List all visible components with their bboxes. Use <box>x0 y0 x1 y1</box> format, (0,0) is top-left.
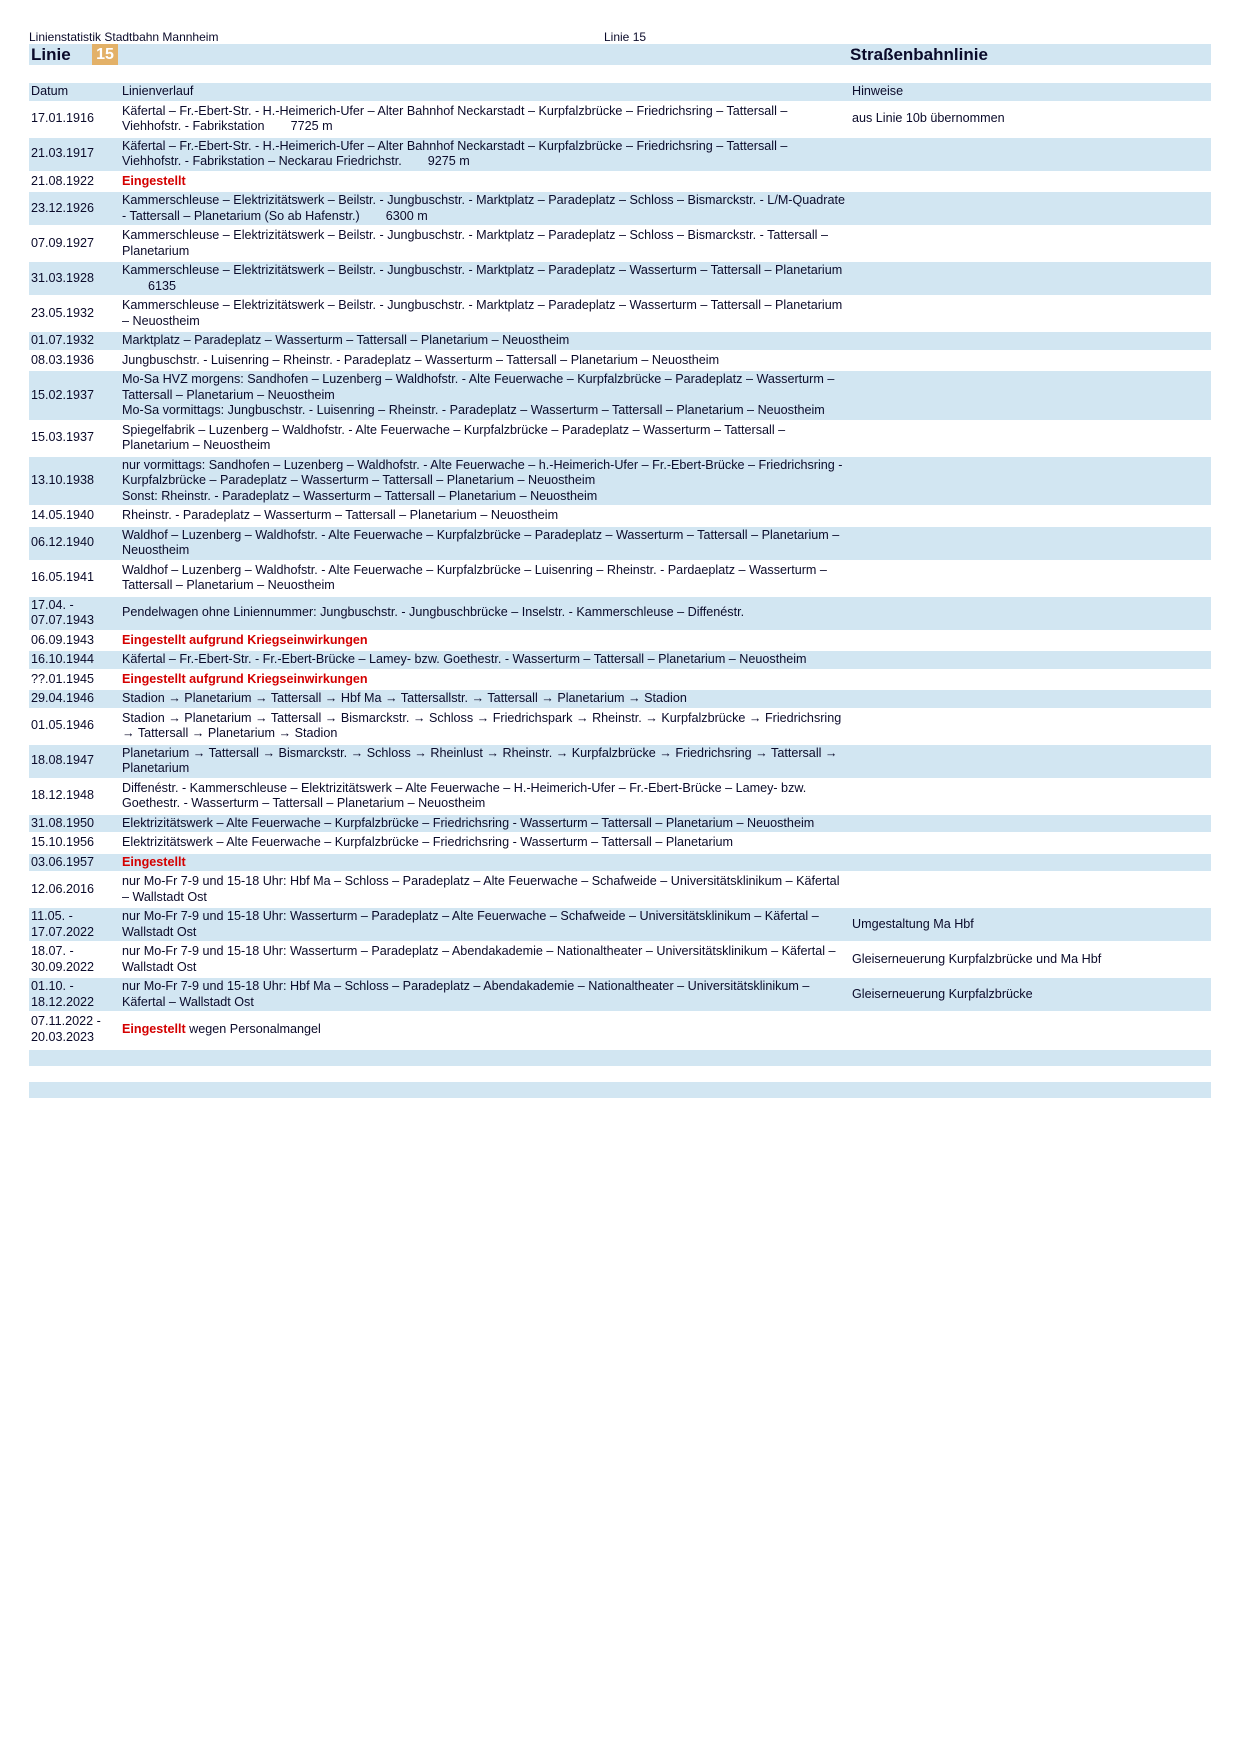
discontinued-label: Eingestellt <box>122 854 186 869</box>
table-row <box>29 191 1211 226</box>
route-text: Kammerschleuse – Elektrizitätswerk – Beilstr. - Jungbuschstr. - Marktplatz – Paradeplatz – Schloss – Bismarckstr. - L/M-Quadrate - Tattersall – Planetarium (So ab Hafenstr.) <box>122 193 846 223</box>
column-header-route: Linienverlauf <box>120 83 850 102</box>
row-route <box>120 779 850 814</box>
row-route <box>120 872 850 907</box>
row-note <box>850 370 1211 421</box>
row-route <box>120 506 850 526</box>
page-header <box>29 30 1211 44</box>
row-route <box>120 137 850 172</box>
route-text: Waldhof – Luzenberg – Waldhofstr. - Alte Feuerwache – Kurpfalzbrücke – Luisenring – Rheinstr. - Pardaeplatz – Wasserturm – Tattersall – Planetarium – Neuostheim <box>122 562 827 592</box>
row-date: 03.06.1957 <box>29 853 120 873</box>
row-route <box>120 670 850 690</box>
table-row <box>29 261 1211 296</box>
route-text: Kammerschleuse – Elektrizitätswerk – Beilstr. - Jungbuschstr. - Marktplatz – Paradeplatz – Wasserturm – Tattersall – Planetarium – Neuostheim <box>122 298 843 328</box>
title-bar <box>29 44 1211 65</box>
table-row <box>29 370 1211 421</box>
route-text: Mo-Sa HVZ morgens: Sandhofen – Luzenberg – Waldhofstr. - Alte Feuerwache – Kurpfalzbrücke – Paradeplatz – Wasserturm – Tattersall – Planetarium – Neuostheim <box>122 372 835 402</box>
route-length: 7725 m <box>290 119 333 133</box>
row-route <box>120 421 850 456</box>
table-row <box>29 561 1211 596</box>
route-text: Käfertal – Fr.-Ebert-Str. - H.-Heimerich-Ufer – Alter Bahnhof Neckarstadt – Kurpfalzbrücke – Friedrichsring – Tattersall – Viehhofstr. - Fabrikstation – Neckarau Friedrichstr. <box>122 138 788 168</box>
row-route <box>120 456 850 507</box>
row-note <box>850 670 1211 690</box>
row-note <box>850 561 1211 596</box>
row-date: 14.05.1940 <box>29 506 120 526</box>
route-text: Elektrizitätswerk – Alte Feuerwache – Kurpfalzbrücke – Friedrichsring - Wasserturm – Tattersall – Planetarium – Neuostheim <box>122 815 815 830</box>
table-row <box>29 709 1211 744</box>
row-date: 13.10.1938 <box>29 456 120 507</box>
row-route <box>120 1012 850 1047</box>
row-date: 18.07. - 30.09.2022 <box>29 942 120 977</box>
table-row <box>29 296 1211 331</box>
route-text: nur Mo-Fr 7-9 und 15-18 Uhr: Hbf Ma – Schloss – Paradeplatz – Abendakademie – Nationaltheater – Universitätsklinikum – Käfertal – Wallstadt Ost <box>122 979 810 1009</box>
row-route <box>120 526 850 561</box>
row-date: 01.05.1946 <box>29 709 120 744</box>
row-note <box>850 631 1211 651</box>
route-length: 6300 m <box>385 208 428 223</box>
row-note: Gleiserneuerung Kurpfalzbrücke <box>850 977 1211 1012</box>
row-route <box>120 833 850 853</box>
title-label: Linie <box>31 45 71 64</box>
row-note <box>850 296 1211 331</box>
route-length: 9275 m <box>427 154 470 168</box>
table-row <box>29 779 1211 814</box>
route-text: Spiegelfabrik – Luzenberg – Waldhofstr. - Alte Feuerwache – Kurpfalzbrücke – Paradeplatz – Wasserturm – Tattersall – Planetarium – Neuostheim <box>122 422 786 452</box>
route-text: Käfertal – Fr.-Ebert-Str. - H.-Heimerich-Ufer – Alter Bahnhof Neckarstadt – Kurpfalzbrücke – Friedrichsring – Tattersall – Viehhofstr. - Fabrikstation <box>122 103 788 133</box>
row-route <box>120 331 850 351</box>
row-note <box>850 331 1211 351</box>
table-row <box>29 137 1211 172</box>
row-date: 07.11.2022 - 20.03.2023 <box>29 1012 120 1047</box>
discontinued-label: Eingestellt aufgrund Kriegseinwirkungen <box>122 671 368 686</box>
row-note <box>850 744 1211 779</box>
route-text: Pendelwagen ohne Liniennummer: Jungbuschstr. - Jungbuschbrücke – Inselstr. - Kammerschleuse – Diffenéstr. <box>122 605 745 620</box>
table-row <box>29 853 1211 873</box>
table-row <box>29 833 1211 853</box>
column-header-notes: Hinweise <box>850 83 1211 102</box>
table-row <box>29 172 1211 192</box>
empty-row <box>29 1050 1211 1066</box>
discontinued-label: Eingestellt <box>122 173 186 188</box>
row-note <box>850 596 1211 631</box>
route-text: Jungbuschstr. - Luisenring – Rheinstr. - Paradeplatz – Wasserturm – Tattersall – Planetarium – Neuostheim <box>122 352 720 367</box>
row-route <box>120 261 850 296</box>
route-text: Stadion → Planetarium → Tattersall → Bismarckstr. → Schloss → Friedrichspark → Rheinstr. → Kurpfalzbrücke → Friedrichsring → Tattersall → Planetarium → Stadion <box>122 710 842 740</box>
row-date: 17.04. - 07.07.1943 <box>29 596 120 631</box>
route-text: Elektrizitätswerk – Alte Feuerwache – Kurpfalzbrücke – Friedrichsring - Wasserturm – Tattersall – Planetarium <box>122 835 734 849</box>
row-route <box>120 977 850 1012</box>
route-text: wegen Personalmangel <box>185 1021 321 1036</box>
line-type: Straßenbahnlinie <box>850 45 988 64</box>
table-row <box>29 102 1211 137</box>
table-row <box>29 670 1211 690</box>
route-text: Kammerschleuse – Elektrizitätswerk – Beilstr. - Jungbuschstr. - Marktplatz – Paradeplatz – Schloss – Bismarckstr. - Tattersall – Planetarium <box>122 228 828 258</box>
row-route <box>120 907 850 942</box>
line-history-table <box>29 83 1211 1048</box>
row-date: 23.05.1932 <box>29 296 120 331</box>
row-note <box>850 779 1211 814</box>
row-note <box>850 421 1211 456</box>
row-route <box>120 689 850 709</box>
route-text: Kammerschleuse – Elektrizitätswerk – Beilstr. - Jungbuschstr. - Marktplatz – Paradeplatz – Wasserturm – Tattersall – Planetarium <box>122 263 843 277</box>
route-text: nur Mo-Fr 7-9 und 15-18 Uhr: Wasserturm – Paradeplatz – Abendakademie – Nationaltheater – Universitätsklinikum – Käfertal – Wallstadt Ost <box>122 944 836 974</box>
row-route <box>120 561 850 596</box>
row-date: 16.05.1941 <box>29 561 120 596</box>
route-text: nur Mo-Fr 7-9 und 15-18 Uhr: Hbf Ma – Schloss – Paradeplatz – Alte Feuerwache – Schafweide – Universitätsklinikum – Käfertal – Wallstadt Ost <box>122 874 840 904</box>
row-note <box>850 191 1211 226</box>
row-route <box>120 650 850 670</box>
row-note <box>850 506 1211 526</box>
row-date: 18.08.1947 <box>29 744 120 779</box>
route-text: Käfertal – Fr.-Ebert-Str. - Fr.-Ebert-Brücke – Lamey- bzw. Goethestr. - Wasserturm – Tattersall – Planetarium – Neuostheim <box>122 652 807 666</box>
row-route <box>120 744 850 779</box>
row-route <box>120 596 850 631</box>
route-text: Rheinstr. - Paradeplatz – Wasserturm – Tattersall – Planetarium – Neuostheim <box>122 508 559 522</box>
table-header-row <box>29 83 1211 102</box>
table-row <box>29 689 1211 709</box>
row-date: 15.02.1937 <box>29 370 120 421</box>
discontinued-label: Eingestellt aufgrund Kriegseinwirkungen <box>122 632 368 647</box>
table-row <box>29 942 1211 977</box>
table-row <box>29 421 1211 456</box>
row-route <box>120 853 850 873</box>
row-note <box>850 526 1211 561</box>
table-row <box>29 1012 1211 1047</box>
table-row <box>29 596 1211 631</box>
row-date: 08.03.1936 <box>29 351 120 371</box>
route-text: Stadion → Planetarium → Tattersall → Hbf Ma → Tattersallstr. → Tattersall → Planetarium → Stadion <box>122 691 687 705</box>
table-row <box>29 650 1211 670</box>
table-row <box>29 526 1211 561</box>
header-center: Linie 15 <box>604 30 647 44</box>
table-row <box>29 814 1211 834</box>
row-date: 21.03.1917 <box>29 137 120 172</box>
row-date: 07.09.1927 <box>29 226 120 261</box>
route-text: Diffenéstr. - Kammerschleuse – Elektrizitätswerk – Alte Feuerwache – H.-Heimerich-Ufer – Fr.-Ebert-Brücke – Lamey- bzw. Goethestr. - Wasserturm – Tattersall – Planetarium – Neuostheim <box>122 780 807 810</box>
row-note <box>850 650 1211 670</box>
row-note <box>850 872 1211 907</box>
route-length: 6135 <box>148 278 177 293</box>
row-note: aus Linie 10b übernommen <box>850 102 1211 137</box>
row-date: 01.07.1932 <box>29 331 120 351</box>
row-date: 23.12.1926 <box>29 191 120 226</box>
table-row <box>29 872 1211 907</box>
row-note <box>850 351 1211 371</box>
route-text: Marktplatz – Paradeplatz – Wasserturm – Tattersall – Planetarium – Neuostheim <box>122 333 570 347</box>
row-route <box>120 814 850 834</box>
row-date: 12.06.2016 <box>29 872 120 907</box>
route-text: Waldhof – Luzenberg – Waldhofstr. - Alte Feuerwache – Kurpfalzbrücke – Paradeplatz – Wasserturm – Tattersall – Planetarium – Neuostheim <box>122 527 840 557</box>
row-date: 31.08.1950 <box>29 814 120 834</box>
route-text: nur Mo-Fr 7-9 und 15-18 Uhr: Wasserturm – Paradeplatz – Alte Feuerwache – Schafweide – Universitätsklinikum – Käfertal – Wallstadt Ost <box>122 909 819 939</box>
route-text-secondary: Mo-Sa vormittags: Jungbuschstr. - Luisenring – Rheinstr. - Paradeplatz – Wasserturm – Tattersall – Planetarium – Neuostheim <box>122 403 825 417</box>
row-note <box>850 814 1211 834</box>
row-note <box>850 709 1211 744</box>
row-date: 15.03.1937 <box>29 421 120 456</box>
row-date: 06.09.1943 <box>29 631 120 651</box>
table-row <box>29 977 1211 1012</box>
line-number-badge: 15 <box>92 44 118 65</box>
row-date: 11.05. - 17.07.2022 <box>29 907 120 942</box>
row-route <box>120 102 850 137</box>
row-note <box>850 261 1211 296</box>
row-date: 18.12.1948 <box>29 779 120 814</box>
route-text: nur vormittags: Sandhofen – Luzenberg – Waldhofstr. - Alte Feuerwache – h.-Heimerich-Ufer – Fr.-Ebert-Brücke – Friedrichsring - Kurpfalzbrücke – Paradeplatz – Wasserturm – Tattersall – Planetarium – Neuostheim <box>122 457 843 487</box>
table-row <box>29 456 1211 507</box>
table-row <box>29 506 1211 526</box>
row-route <box>120 942 850 977</box>
row-note <box>850 853 1211 873</box>
row-route <box>120 631 850 651</box>
row-note <box>850 689 1211 709</box>
row-date: 17.01.1916 <box>29 102 120 137</box>
row-route <box>120 370 850 421</box>
table-row <box>29 331 1211 351</box>
row-note: Gleiserneuerung Kurpfalzbrücke und Ma Hbf <box>850 942 1211 977</box>
row-date: 16.10.1944 <box>29 650 120 670</box>
row-route <box>120 191 850 226</box>
row-date: 29.04.1946 <box>29 689 120 709</box>
row-date: 06.12.1940 <box>29 526 120 561</box>
row-note <box>850 226 1211 261</box>
table-row <box>29 631 1211 651</box>
row-date: ??.01.1945 <box>29 670 120 690</box>
row-note <box>850 172 1211 192</box>
table-row <box>29 351 1211 371</box>
table-row <box>29 226 1211 261</box>
row-date: 31.03.1928 <box>29 261 120 296</box>
empty-row <box>29 1082 1211 1098</box>
row-note <box>850 1012 1211 1047</box>
row-route <box>120 296 850 331</box>
row-route <box>120 226 850 261</box>
row-note: Umgestaltung Ma Hbf <box>850 907 1211 942</box>
row-route <box>120 172 850 192</box>
table-row <box>29 744 1211 779</box>
row-note <box>850 833 1211 853</box>
row-date: 15.10.1956 <box>29 833 120 853</box>
row-date: 01.10. - 18.12.2022 <box>29 977 120 1012</box>
header-left: Linienstatistik Stadtbahn Mannheim <box>29 30 219 44</box>
route-text-secondary: Sonst: Rheinstr. - Paradeplatz – Wasserturm – Tattersall – Planetarium – Neuostheim <box>122 488 598 503</box>
row-route <box>120 351 850 371</box>
row-date: 21.08.1922 <box>29 172 120 192</box>
row-note <box>850 456 1211 507</box>
row-route <box>120 709 850 744</box>
table-row <box>29 907 1211 942</box>
discontinued-label: Eingestellt <box>122 1021 186 1036</box>
row-note <box>850 137 1211 172</box>
column-header-date: Datum <box>29 83 120 102</box>
route-text: Planetarium → Tattersall → Bismarckstr. → Schloss → Rheinlust → Rheinstr. → Kurpfalzbrücke → Friedrichsring → Tattersall → Planetarium <box>122 745 838 775</box>
